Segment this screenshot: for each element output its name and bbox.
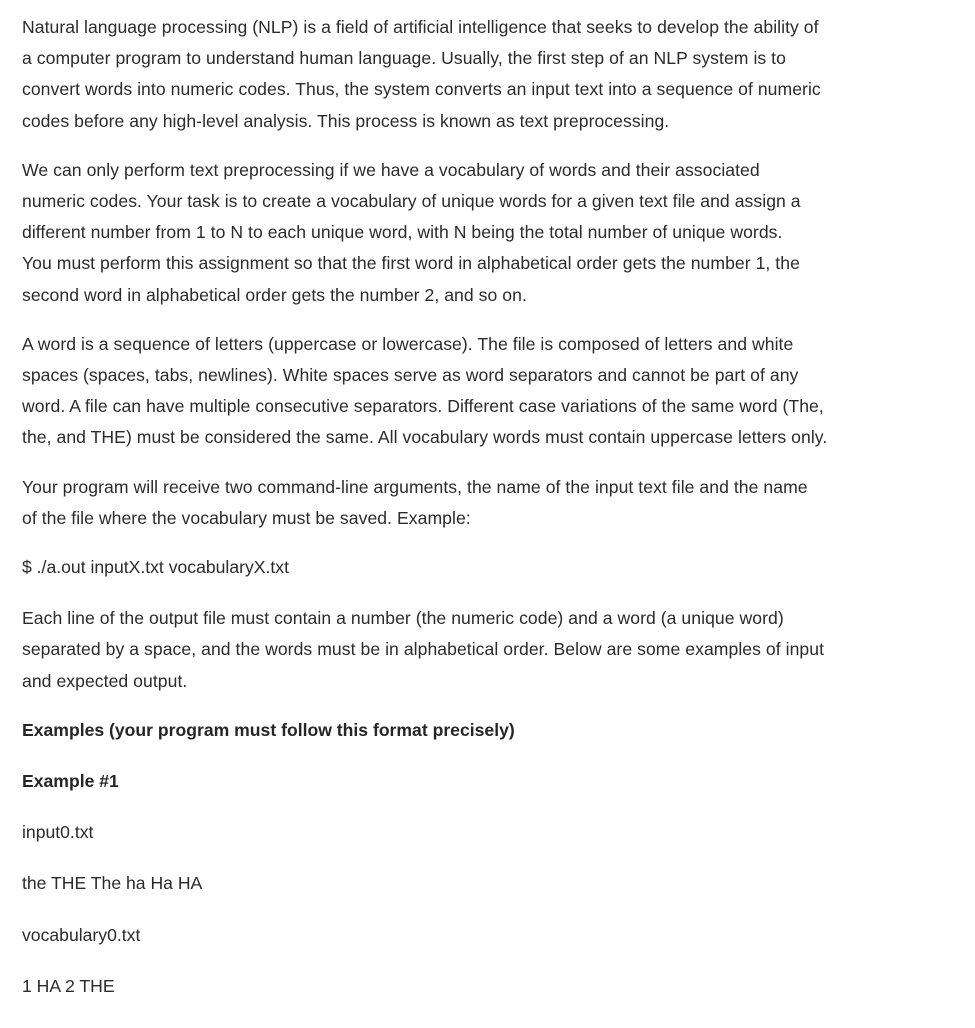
text-line: Natural language processing (NLP) is a field of artificial intelligence that seeks to develop the ability of: [22, 17, 819, 37]
text-line: convert words into numeric codes. Thus, the system converts an input text into a sequence of numeric: [22, 79, 821, 100]
example-1-heading: Example #1: [22, 771, 119, 792]
text-line: spaces (spaces, tabs, newlines). White spaces serve as word separators and cannot be part of any: [22, 365, 799, 386]
paragraph-task: [22, 155, 957, 311]
text-line: the, and THE) must be considered the same. All vocabulary words must contain uppercase letters only.: [22, 427, 828, 448]
paragraph-output-format: [22, 603, 957, 697]
text-line: different number from 1 to N to each unique word, with N being the total number of unique words.: [22, 222, 783, 243]
paragraph-arguments: [22, 472, 957, 534]
text-line: You must perform this assignment so that the first word in alphabetical order gets the number 1, the: [22, 253, 800, 274]
text-line: codes before any high-level analysis. This process is known as text preprocessing.: [22, 110, 670, 131]
text-line: numeric codes. Your task is to create a vocabulary of unique words for a given text file and assign a: [22, 191, 801, 212]
text-line: Your program will receive two command-line arguments, the name of the input text file and the name: [22, 476, 808, 497]
example-1-input-filename: input0.txt: [22, 822, 94, 843]
examples-heading: Examples (your program must follow this format precisely): [22, 719, 515, 740]
text-line: second word in alphabetical order gets the number 2, and so on.: [22, 284, 527, 305]
text-line: We can only perform text preprocessing if we have a vocabulary of words and their associated: [22, 159, 760, 180]
example-1-output-filename: vocabulary0.txt: [22, 924, 141, 945]
text-line: and expected output.: [22, 670, 188, 691]
text-line: word. A file can have multiple consecutive separators. Different case variations of the same word (The,: [22, 396, 824, 417]
text-line: of the file where the vocabulary must be saved. Example:: [22, 507, 471, 528]
text-line: A word is a sequence of letters (uppercase or lowercase). The file is composed of letters and white: [22, 333, 794, 354]
text-line: separated by a space, and the words must be in alphabetical order. Below are some examples of input: [22, 639, 825, 660]
example-1-output-content: 1 HA 2 THE: [22, 975, 115, 996]
example-1-input-content: the THE The ha Ha HA: [22, 873, 203, 894]
text-line: Each line of the output file must contain a number (the numeric code) and a word (a unique word): [22, 608, 784, 629]
paragraph-nlp-intro: [22, 12, 957, 137]
command-example: $ ./a.out inputX.txt vocabularyX.txt: [22, 557, 289, 578]
text-line: a computer program to understand human language. Usually, the first step of an NLP system is to: [22, 48, 786, 69]
paragraph-word-definition: [22, 329, 957, 454]
